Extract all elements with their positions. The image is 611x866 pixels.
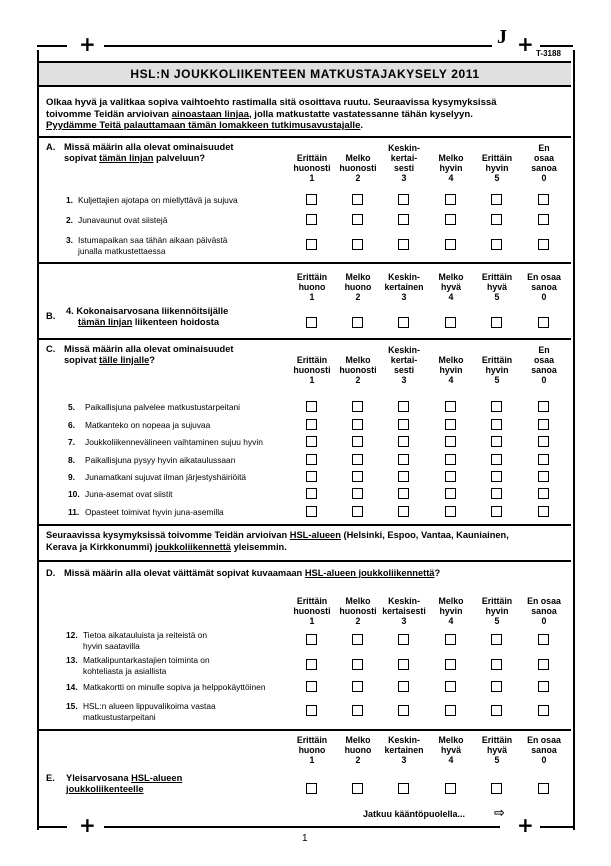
- item-text: HSL:n alueen lippuvalikoima vastaa: [83, 701, 216, 711]
- checkbox[interactable]: [491, 705, 502, 716]
- checkbox[interactable]: [398, 239, 409, 250]
- checkbox[interactable]: [445, 419, 456, 430]
- checkbox[interactable]: [398, 681, 409, 692]
- registration-mark-top-right: +: [517, 32, 534, 56]
- item-text: Joukkoliikennevälineen vaihtaminen sujuu hyvin: [85, 437, 263, 447]
- checkbox[interactable]: [538, 454, 549, 465]
- checkbox[interactable]: [445, 659, 456, 670]
- checkbox[interactable]: [352, 239, 363, 250]
- checkbox[interactable]: [398, 471, 409, 482]
- question-item: [66, 682, 266, 693]
- scale-column-header: Melko huonosti 2: [339, 153, 377, 183]
- registration-mark-bottom-right: +: [517, 813, 534, 837]
- checkbox[interactable]: [352, 194, 363, 205]
- section-divider: [39, 560, 571, 562]
- checkbox[interactable]: [352, 471, 363, 482]
- item-number: 15.: [66, 701, 78, 711]
- checkbox[interactable]: [398, 454, 409, 465]
- checkbox[interactable]: [445, 317, 456, 328]
- checkbox[interactable]: [445, 488, 456, 499]
- checkbox[interactable]: [352, 401, 363, 412]
- checkbox[interactable]: [352, 506, 363, 517]
- checkbox[interactable]: [352, 634, 363, 645]
- checkbox[interactable]: [352, 419, 363, 430]
- checkbox[interactable]: [352, 214, 363, 225]
- section-divider: [39, 338, 571, 340]
- scale-column-header: Erittäin hyvin 5: [481, 596, 513, 626]
- item-number: 5.: [68, 402, 75, 412]
- checkbox[interactable]: [398, 419, 409, 430]
- scale-column-header: Keskin- kertai- sesti 3: [388, 345, 420, 385]
- checkbox[interactable]: [306, 659, 317, 670]
- item-text: Matkakortti on minulle sopiva ja helppokäyttöinen: [83, 682, 266, 692]
- scale-column-header: Melko huono 2: [344, 272, 372, 302]
- item-text: Paikallisjuna pysyy hyvin aikataulussaan: [85, 455, 236, 465]
- registration-mark-top-left: +: [79, 32, 96, 56]
- checkbox[interactable]: [306, 681, 317, 692]
- checkbox[interactable]: [538, 401, 549, 412]
- item-number: 11.: [68, 507, 80, 517]
- checkbox[interactable]: [398, 194, 409, 205]
- question-item: [66, 701, 216, 722]
- checkbox[interactable]: [491, 214, 502, 225]
- scale-column-header: Melko hyvä 4: [438, 735, 464, 765]
- item-number: 13.: [66, 655, 78, 665]
- checkbox[interactable]: [538, 659, 549, 670]
- checkbox[interactable]: [398, 659, 409, 670]
- section-d-question: D. Missä määrin alla olevat väittämät sopivat kuvaamaan HSL-alueen joukkoliikennettä?: [46, 568, 441, 578]
- form-code: T-3188: [536, 49, 561, 58]
- checkbox[interactable]: [445, 401, 456, 412]
- page-title: HSL:N JOUKKOLIIKENTEEN MATKUSTAJAKYSELY 2011: [39, 61, 571, 87]
- item-text: Istumapaikan saa tähän aikaan päivästä: [78, 235, 228, 245]
- mid-intro-text: Seuraavissa kysymyksissä toivomme Teidän arvioivan HSL-alueen (Helsinki, Espoo, Vantaa, Kauniainen, Kerava ja Kirkkonummi) joukkoliikennettä yleisemmin.: [46, 530, 509, 552]
- checkbox[interactable]: [306, 401, 317, 412]
- scale-column-header: Erittäin huonosti 1: [293, 596, 331, 626]
- question-item: [68, 402, 240, 413]
- checkbox[interactable]: [352, 705, 363, 716]
- checkbox[interactable]: [538, 783, 549, 794]
- section-a-question: A. Missä määrin alla olevat ominaisuudet sopivat tämän linjan palveluun?: [46, 142, 234, 163]
- checkbox[interactable]: [352, 783, 363, 794]
- checkbox[interactable]: [491, 454, 502, 465]
- item-text: Tietoa aikatauluista ja reiteistä on: [83, 630, 207, 640]
- scale-column-header: En osaa sanoa 0: [527, 735, 561, 765]
- scale-column-header: Keskin- kertainen 3: [384, 735, 424, 765]
- scale-column-header: Erittäin hyvin 5: [481, 355, 513, 385]
- item-number: 6.: [68, 420, 75, 430]
- checkbox[interactable]: [306, 317, 317, 328]
- continue-note: Jatkuu kääntöpuolella...: [363, 809, 466, 819]
- item-text: Kuljettajien ajotapa on miellyttävä ja sujuva: [78, 195, 238, 205]
- scale-column-header: Erittäin huono 1: [296, 272, 328, 302]
- checkbox[interactable]: [538, 488, 549, 499]
- scale-column-header: Melko hyvin 4: [438, 153, 464, 183]
- item-text: Opasteet toimivat hyvin juna-asemilla: [85, 507, 224, 517]
- checkbox[interactable]: [306, 239, 317, 250]
- checkbox[interactable]: [398, 506, 409, 517]
- checkbox[interactable]: [445, 214, 456, 225]
- checkbox[interactable]: [445, 194, 456, 205]
- checkbox[interactable]: [306, 194, 317, 205]
- checkbox[interactable]: [538, 471, 549, 482]
- checkbox[interactable]: [306, 454, 317, 465]
- checkbox[interactable]: [491, 239, 502, 250]
- item-number: 14.: [66, 682, 78, 692]
- item-text-continued: matkustustarpeitani: [83, 711, 156, 722]
- checkbox[interactable]: [538, 634, 549, 645]
- item-text: Juna-asemat ovat siistit: [85, 489, 173, 499]
- item-number: 10.: [68, 489, 80, 499]
- question-item: [66, 195, 238, 206]
- checkbox[interactable]: [398, 783, 409, 794]
- checkbox[interactable]: [398, 488, 409, 499]
- scale-column-header: Melko huonosti 2: [339, 596, 377, 626]
- section-divider: [39, 136, 571, 138]
- section-divider: [39, 262, 571, 264]
- item-number: 12.: [66, 630, 78, 640]
- checkbox[interactable]: [306, 436, 317, 447]
- item-text: Junavaunut ovat siistejä: [78, 215, 168, 225]
- scale-column-header: Melko hyvin 4: [438, 596, 464, 626]
- checkbox[interactable]: [538, 436, 549, 447]
- checkbox[interactable]: [352, 488, 363, 499]
- question-item: [68, 507, 224, 518]
- checkbox[interactable]: [491, 194, 502, 205]
- checkbox[interactable]: [398, 214, 409, 225]
- checkbox[interactable]: [352, 317, 363, 328]
- checkbox[interactable]: [491, 659, 502, 670]
- checkbox[interactable]: [306, 506, 317, 517]
- scale-column-header: Erittäin hyvin 5: [481, 153, 513, 183]
- top-rule-middle: [104, 45, 492, 47]
- scale-column-header: En osaa sanoa 0: [531, 345, 557, 385]
- scale-column-header: Erittäin huonosti 1: [293, 355, 331, 385]
- checkbox[interactable]: [306, 419, 317, 430]
- checkbox[interactable]: [306, 488, 317, 499]
- scale-column-header: Keskin- kertaisesti 3: [382, 596, 426, 626]
- item-number: 1.: [66, 195, 73, 205]
- checkbox[interactable]: [491, 681, 502, 692]
- checkbox[interactable]: [352, 454, 363, 465]
- question-item: [68, 437, 263, 448]
- checkbox[interactable]: [491, 634, 502, 645]
- checkbox[interactable]: [445, 681, 456, 692]
- section-c-question: C. Missä määrin alla olevat ominaisuudet sopivat tälle linjalle?: [46, 344, 234, 365]
- scale-column-header: En osaa sanoa 0: [527, 596, 561, 626]
- checkbox[interactable]: [538, 214, 549, 225]
- checkbox[interactable]: [306, 214, 317, 225]
- item-text-continued: hyvin saatavilla: [83, 640, 140, 651]
- intro-line-2: toivomme Teidän arvioivan ainoastaan linjaa, jolla matkustatte vastatessanne tähän kyselyyn.: [46, 108, 473, 120]
- scale-column-header: Erittäin hyvä 5: [481, 272, 513, 302]
- question-item: [66, 215, 167, 226]
- checkbox[interactable]: [445, 454, 456, 465]
- intro-text: [46, 97, 566, 132]
- checkbox[interactable]: [445, 239, 456, 250]
- item-number: 2.: [66, 215, 73, 225]
- question-item: [68, 489, 173, 500]
- registration-mark-bottom-left: +: [79, 813, 96, 837]
- checkbox[interactable]: [491, 471, 502, 482]
- item-number: 3.: [66, 235, 73, 245]
- intro-line-1: Olkaa hyvä ja valitkaa sopiva vaihtoehto rastimalla sitä osoittava ruutu. Seuraavissa kysymyksissä: [46, 97, 497, 108]
- scale-column-header: Erittäin hyvä 5: [481, 735, 513, 765]
- question-item: [66, 655, 210, 676]
- checkbox[interactable]: [491, 488, 502, 499]
- checkbox[interactable]: [538, 705, 549, 716]
- checkbox[interactable]: [538, 239, 549, 250]
- top-rule-right: [540, 45, 573, 47]
- scale-column-header: En osaa sanoa 0: [527, 272, 561, 302]
- item-number: 8.: [68, 455, 75, 465]
- question-item: [68, 472, 246, 483]
- section-divider: [39, 729, 571, 731]
- page-number: 1: [302, 833, 308, 844]
- checkbox[interactable]: [538, 681, 549, 692]
- section-divider: [39, 524, 571, 526]
- item-number: 9.: [68, 472, 75, 482]
- corner-letter: J: [497, 26, 507, 48]
- checkbox[interactable]: [306, 471, 317, 482]
- scale-column-header: Melko huonosti 2: [339, 355, 377, 385]
- checkbox[interactable]: [491, 419, 502, 430]
- checkbox[interactable]: [306, 634, 317, 645]
- question-item: [66, 235, 227, 256]
- checkbox[interactable]: [398, 634, 409, 645]
- scale-column-header: Erittäin huono 1: [296, 735, 328, 765]
- checkbox[interactable]: [445, 506, 456, 517]
- item-number: 7.: [68, 437, 75, 447]
- checkbox[interactable]: [445, 436, 456, 447]
- scale-column-header: En osaa sanoa 0: [531, 143, 557, 183]
- item-text-continued: kohteliasta ja asiallista: [83, 665, 167, 676]
- checkbox[interactable]: [491, 317, 502, 328]
- checkbox[interactable]: [445, 783, 456, 794]
- item-text: Junamatkani sujuvat ilman järjestyshäiriöitä: [85, 472, 247, 482]
- checkbox[interactable]: [398, 317, 409, 328]
- checkbox[interactable]: [491, 436, 502, 447]
- scale-column-header: Keskin- kertainen 3: [384, 272, 424, 302]
- item-text-continued: junalla matkustettaessa: [78, 245, 166, 256]
- arrow-right-icon: ⇨: [494, 806, 505, 821]
- checkbox[interactable]: [445, 471, 456, 482]
- item-text: Paikallisjuna palvelee matkustustarpeitani: [85, 402, 241, 412]
- scale-column-header: Melko hyvä 4: [438, 272, 464, 302]
- scale-column-header: Melko huono 2: [344, 735, 372, 765]
- checkbox[interactable]: [491, 506, 502, 517]
- section-b-question: B. 4. Kokonaisarvosana liikennöitsijälle tämän linjan liikenteen hoidosta: [46, 306, 229, 327]
- scale-column-header: Melko hyvin 4: [438, 355, 464, 385]
- intro-line-3: Pyydämme Teitä palauttamaan tämän lomakkeen tutkimusavustajalle.: [46, 120, 364, 131]
- question-item: [68, 455, 235, 466]
- scale-column-header: Keskin- kertai- sesti 3: [388, 143, 420, 183]
- checkbox[interactable]: [445, 705, 456, 716]
- checkbox[interactable]: [538, 317, 549, 328]
- scale-column-header: Erittäin huonosti 1: [293, 153, 331, 183]
- top-rule-left: [37, 45, 67, 47]
- checkbox[interactable]: [352, 681, 363, 692]
- checkbox[interactable]: [491, 401, 502, 412]
- checkbox[interactable]: [306, 705, 317, 716]
- checkbox[interactable]: [445, 634, 456, 645]
- item-text: Matkanteko on nopeaa ja sujuvaa: [85, 420, 211, 430]
- checkbox[interactable]: [306, 783, 317, 794]
- section-e-question: E. Yleisarvosana HSL-alueen joukkoliikenteelle: [46, 773, 183, 794]
- checkbox[interactable]: [352, 436, 363, 447]
- checkbox[interactable]: [491, 783, 502, 794]
- checkbox[interactable]: [398, 401, 409, 412]
- checkbox[interactable]: [398, 705, 409, 716]
- checkbox[interactable]: [398, 436, 409, 447]
- checkbox[interactable]: [538, 419, 549, 430]
- checkbox[interactable]: [352, 659, 363, 670]
- checkbox[interactable]: [538, 506, 549, 517]
- question-item: [66, 630, 207, 651]
- item-text: Matkalipuntarkastajien toiminta on: [83, 655, 210, 665]
- checkbox[interactable]: [538, 194, 549, 205]
- question-item: [68, 420, 210, 431]
